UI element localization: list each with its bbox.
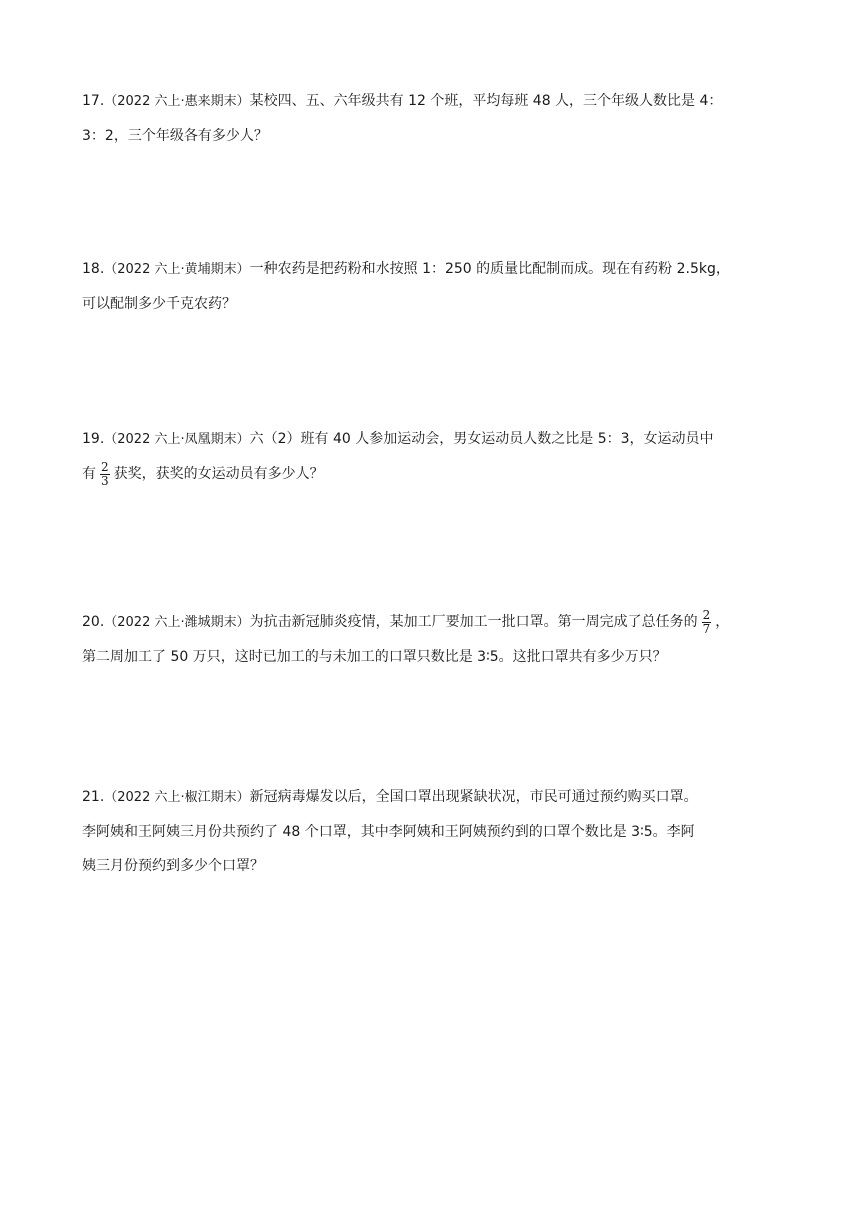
- problem-17: [82, 84, 782, 153]
- problem-21-line-1: [82, 780, 782, 815]
- problem-text: 一种农药是把药粉和水按照 1：250 的质量比配制而成。现在有药粉 2.5kg，: [249, 261, 730, 277]
- fraction-denominator: 7: [702, 621, 711, 636]
- problem-text: 某校四、五、六年级共有 12 个班，平均每班 48 人，三个年级人数比是 4：: [249, 93, 723, 109]
- problem-17-line-2: 3：2，三个年级各有多少人？: [82, 128, 268, 144]
- problem-21-line-3: 姨三月份预约到多少个口罩？: [82, 858, 264, 874]
- problem-number: 17.: [82, 93, 105, 109]
- problem-19: [82, 422, 782, 491]
- problem-source: （2022 六上·椒江期末）: [104, 790, 250, 805]
- problem-source: （2022 六上·凤凰期末）: [104, 432, 250, 447]
- problem-text: ，: [715, 614, 730, 630]
- problem-text: 新冠病毒爆发以后，全国口罩出现紧缺状况，市民可通过预约购买口罩。: [249, 789, 698, 805]
- problem-source: （2022 六上·潍城期末）: [104, 615, 250, 630]
- problem-text: 获奖，获奖的女运动员有多少人？: [113, 466, 324, 482]
- fraction-two-thirds: [100, 461, 110, 488]
- problem-18-line-2: 可以配制多少千克农药？: [82, 296, 236, 312]
- problem-number: 18.: [82, 261, 105, 277]
- problem-text: 六（2）班有 40 人参加运动会，男女运动员人数之比是 5：3，女运动员中: [249, 431, 714, 447]
- fraction-numerator: 2: [702, 607, 711, 622]
- fraction-denominator: 3: [101, 473, 109, 488]
- problem-number: 20.: [82, 614, 105, 630]
- problem-text: 为抗击新冠肺炎疫情，某加工厂要加工一批口罩。第一周完成了总任务的: [249, 614, 698, 630]
- problem-number: 19.: [82, 431, 105, 447]
- problem-20-line-1: [82, 605, 782, 640]
- problem-20: [82, 605, 782, 674]
- problem-20-line-2: 第二周加工了 50 万只，这时已加工的与未加工的口罩只数比是 3∶5。这批口罩共有多少万只？: [82, 649, 667, 665]
- problem-17-line-1: [82, 84, 782, 119]
- problem-19-line-1: [82, 422, 782, 457]
- problem-19-line-2: [82, 457, 782, 491]
- problem-21: [82, 780, 782, 883]
- problem-source: （2022 六上·惠来期末）: [104, 94, 250, 109]
- problem-source: （2022 六上·黄埔期末）: [104, 262, 250, 277]
- problem-21-line-2: 李阿姨和王阿姨三月份共预约了 48 个口罩，其中李阿姨和王阿姨预约到的口罩个数比是 3∶5。李阿: [82, 824, 695, 840]
- fraction-two-sevenths: [702, 609, 712, 636]
- problem-text: 有: [82, 466, 96, 482]
- problem-18: [82, 252, 782, 321]
- fraction-numerator: 2: [101, 459, 109, 474]
- problem-18-line-1: [82, 252, 782, 287]
- problem-number: 21.: [82, 789, 105, 805]
